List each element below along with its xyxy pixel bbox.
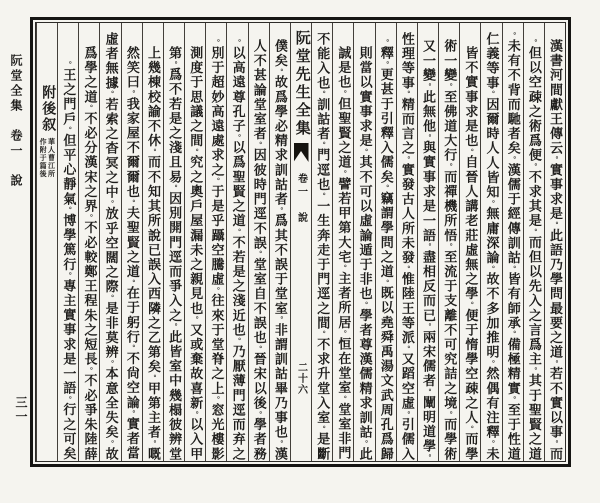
spine-page-number: 二十六 <box>295 362 307 395</box>
text-column: 性理等事。精而言之。實發古人所未發。惟陸王等派。又蹈空虛。引儒入 <box>396 23 417 461</box>
appendix-small-note <box>39 138 56 178</box>
text-column: 爲學之道。不必分漢宋之界。不必較鄭王程朱之短長。不必爭朱陸薛 <box>78 23 99 461</box>
text-column: 然笑曰。我家屋不爾爾也。夫聖賢之道。在于躬行。不尙空論。實者當 <box>121 23 142 461</box>
text-column: 誠是也。但聖賢之道。譬若甲第大宅。主者所居。恒在堂室。堂室非門 <box>332 23 353 461</box>
text-column: 王之門戶。但平心靜氣。博學篤行。專主實事求是一語。行之可矣。 <box>57 23 78 461</box>
outer-margin-title: 阮堂全集 卷一 說 <box>9 54 23 189</box>
text-column: 漢書河間獻王傳云。實事求是。此語乃學問最要之道。若不實以事。而 <box>544 23 565 461</box>
text-column: 第。爲不若是之淺且易。因別開門逕而爭入之。此皆室中幾榻彼辨堂 <box>163 23 184 461</box>
text-column: 則當以實事求是。其不可以虛論遁于非也。學者尊漢儒精求訓詁。此 <box>353 23 374 461</box>
text-column: 仁義等事。因爾時人人皆知。無庸深論。故不多加推明。然偶有注釋。未 <box>480 23 501 461</box>
text-column: 釋。更甚于引釋入儒矣。竊謂學問之道。既以堯舜禹湯文武周孔爲歸。 <box>375 23 396 461</box>
text-column: 別于超妙高遠處求之。于是乎躡空騰虛。往來于堂脊之上。窓光樓影。 <box>205 23 226 461</box>
text-column: 以高遠尊孔子。以爲聖賢之道。不若是之淺近也。乃厭薄門逕而弃之。 <box>226 23 247 461</box>
book-title: 阮堂先生全集 <box>293 30 310 138</box>
text-column: 上幾棟校諭不休。而不知其所說已誤入西隣之乙第矣。甲第主者。嘅 <box>142 23 163 461</box>
fishtail-mark-icon <box>294 143 309 162</box>
outer-margin-page-number: 三一 <box>14 396 28 424</box>
page-border-frame <box>30 17 571 467</box>
appendix-title: 附後叙 <box>40 85 56 133</box>
text-column: 僕矣。故爲學必精求訓詁者。爲其不誤于堂室。非謂訓詁畢乃事也。漢 <box>269 23 290 461</box>
volume-section-label: 卷一 說 <box>295 173 307 225</box>
text-column: 術一變。至佛道大行。而禪機所悟。至流于支離不可究詰之境。而學術 <box>438 23 459 461</box>
appendix-note-left-column: 作附于篇後 <box>39 138 48 178</box>
text-column: 但以空疎之術爲便。不求其是。而但以先入之言爲主。其于聖賢之道。 <box>523 23 544 461</box>
text-column: 人不甚論堂室者。因彼時門逕不誤。堂室自不誤也。晉宋以後。學者務 <box>248 23 269 461</box>
text-column: 測度于思議之間。究之奧戶屋漏未之親見也。又或棄故喜新。以入甲 <box>184 23 205 461</box>
text-column: 皆不實事求是也。自晉人講老莊虛無之學。便于惰學空疎之人。而學 <box>459 23 480 461</box>
text-column: 虛者無據。若索之杳冥之中。放乎空闊之際。是非莫辨。本意全失矣。故 <box>99 23 120 461</box>
appendix-note-right-column: 華人曹江所 <box>47 138 56 178</box>
text-column: 又一變。此無他。與實事求是一語。盡相反而已。兩宋儒者。闡明道學。 <box>417 23 438 461</box>
spine-column <box>290 23 311 461</box>
appendix-heading-column <box>36 23 57 461</box>
text-column-grid <box>35 22 566 462</box>
text-column: 未有不背而馳者矣。漢儒于經傳訓詁。皆有師承。備極精實。至于性道。 <box>502 23 523 461</box>
text-column: 不能入也。訓詁者。門逕也。一生奔走于門逕之間。不求升堂入室。是斷 <box>311 23 332 461</box>
